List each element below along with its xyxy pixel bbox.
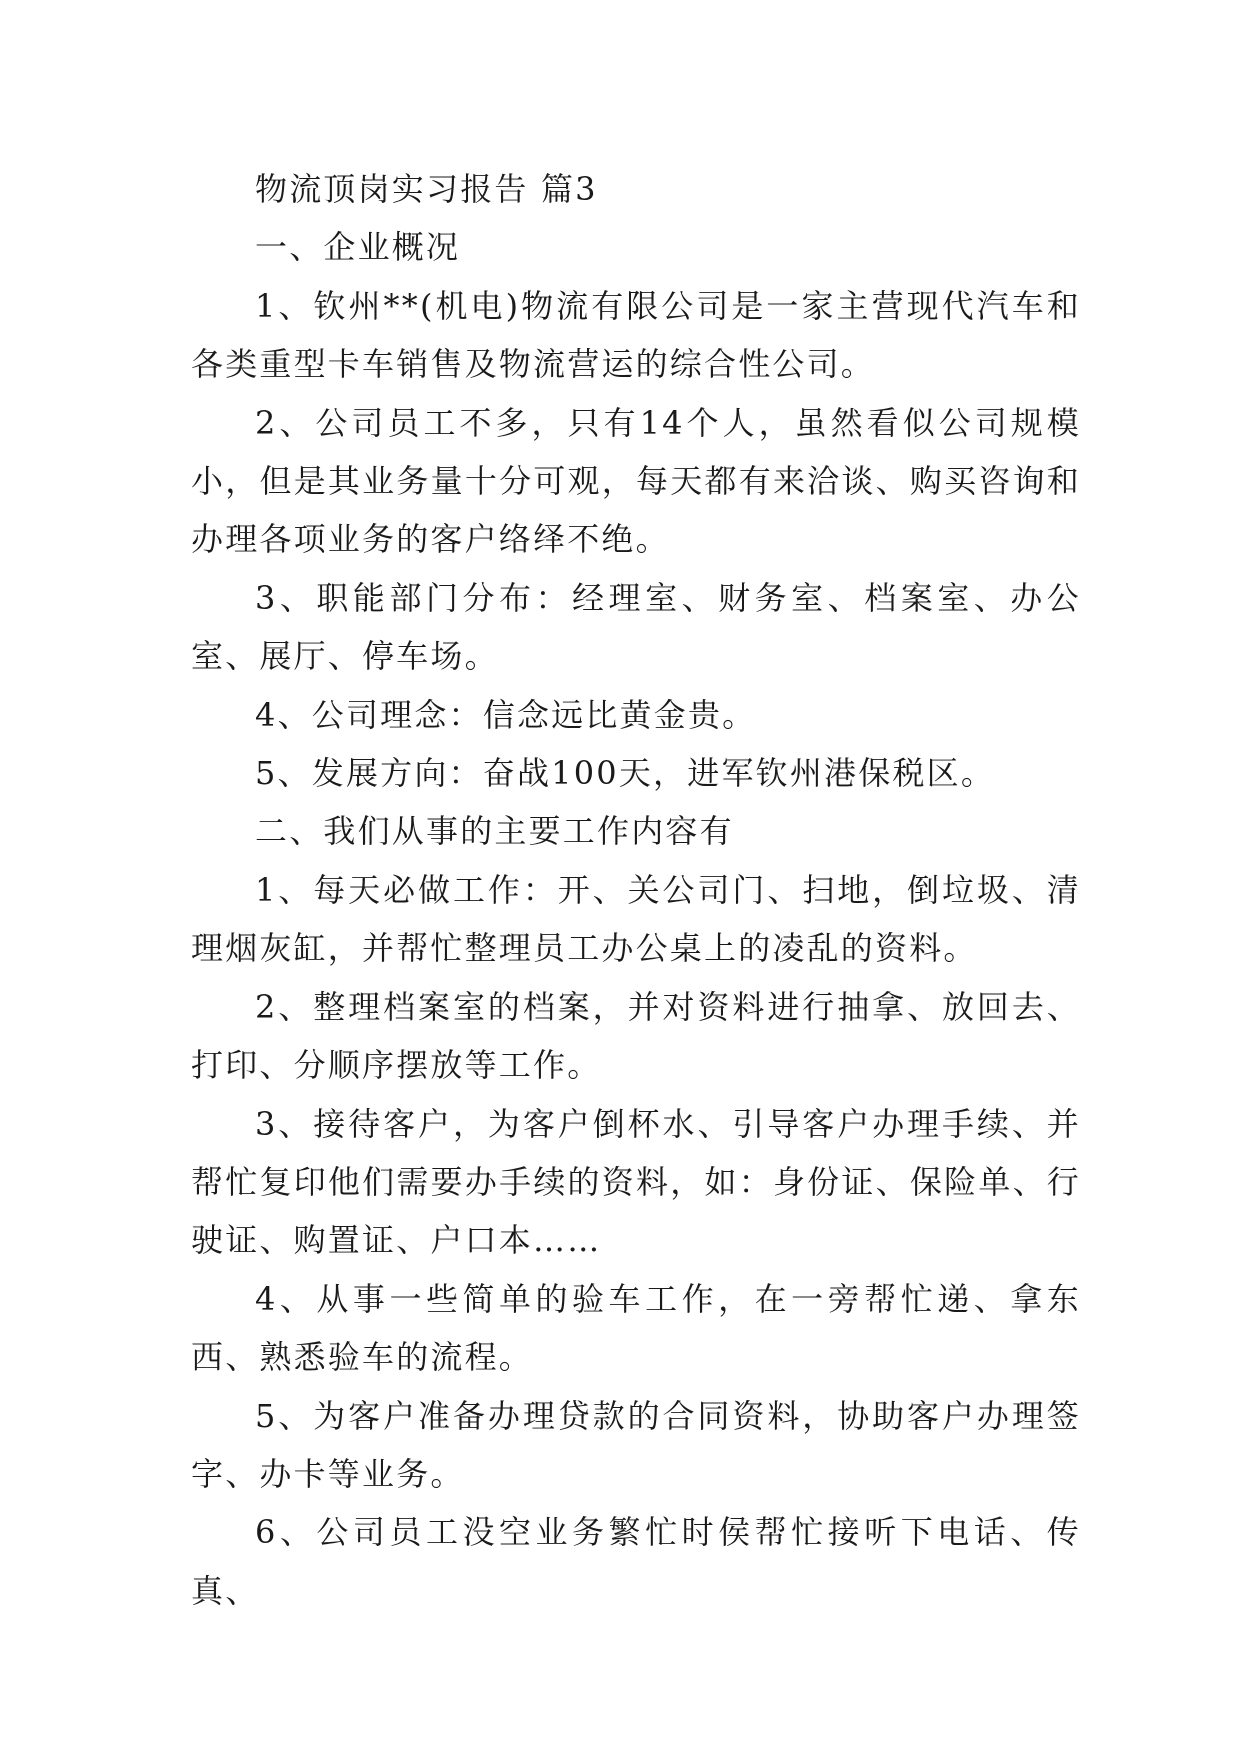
paragraph: 5、为客户准备办理贷款的合同资料，协助客户办理签字、办卡等业务。 xyxy=(191,1396,1081,1493)
paragraph: 2、整理档案室的档案，并对资料进行抽拿、放回去、打印、分顺序摆放等工作。 xyxy=(191,987,1081,1085)
paragraph: 6、公司员工没空业务繁忙时侯帮忙接听下电话、传真、 xyxy=(191,1513,1081,1610)
paragraph: 5、发展方向：奋战100天，进军钦州港保税区。 xyxy=(255,754,996,793)
paragraph: 1、钦州**(机电)物流有限公司是一家主营现代汽车和各类重型卡车销售及物流营运的综合性公司。 xyxy=(191,286,1081,384)
paragraph: 4、公司理念：信念远比黄金贵。 xyxy=(255,695,757,734)
paragraph: 1、每天必做工作：开、关公司门、扫地，倒垃圾、清理烟灰缸，并帮忙整理员工办公桌上的凌乱的资料。 xyxy=(191,870,1081,968)
document-title: 物流顶岗实习报告 篇3 xyxy=(255,170,598,208)
document-body xyxy=(191,160,1081,1620)
paragraph: 3、接待客户，为客户倒杯水、引导客户办理手续、并帮忙复印他们需要办手续的资料，如：身份证、保险单、行驶证、购置证、户口本…… xyxy=(191,1104,1081,1260)
section-heading-main-work: 二、我们从事的主要工作内容有 xyxy=(255,812,734,851)
paragraph: 2、公司员工不多，只有14个人，虽然看似公司规模小，但是其业务量十分可观，每天都有来洽谈、购买咨询和办理各项业务的客户络绎不绝。 xyxy=(191,403,1081,559)
section-heading-enterprise-overview: 一、企业概况 xyxy=(255,228,461,267)
paragraph: 4、从事一些简单的验车工作，在一旁帮忙递、拿东西、熟悉验车的流程。 xyxy=(191,1279,1081,1377)
paragraph: 3、职能部门分布：经理室、财务室、档案室、办公室、展厅、停车场。 xyxy=(191,578,1081,676)
